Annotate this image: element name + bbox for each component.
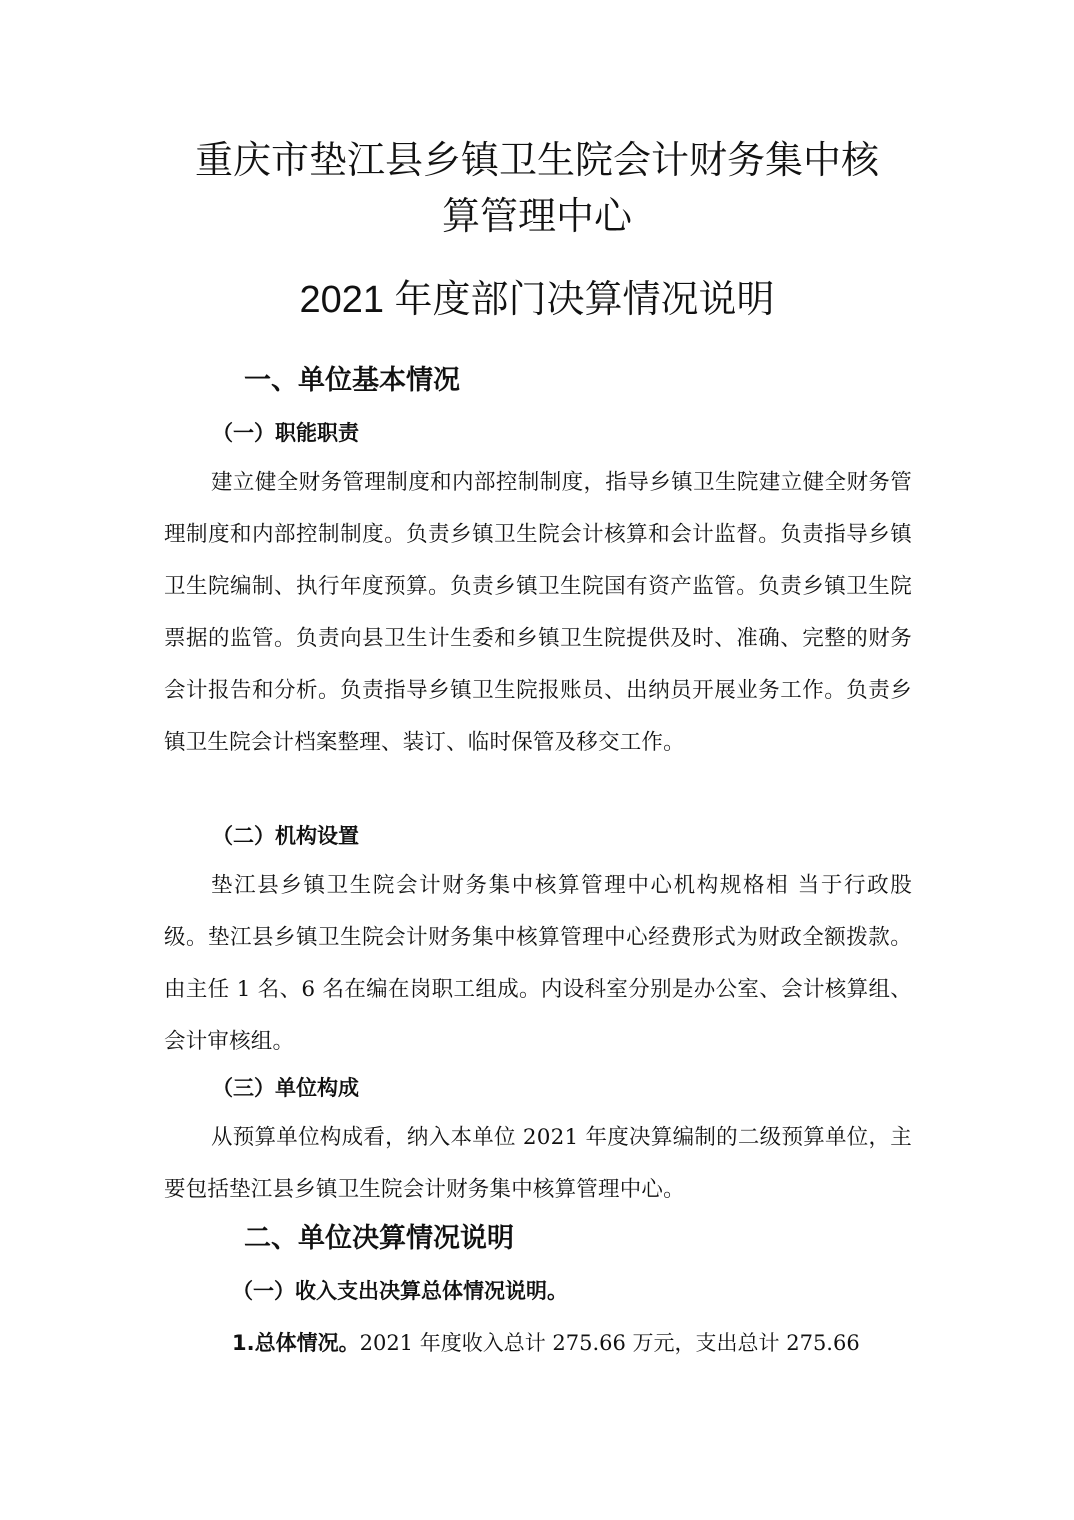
document-title-line-1: 重庆市垫江县乡镇卫生院会计财务集中核	[194, 138, 879, 182]
paragraph-duties: 建立健全财务管理制度和内部控制制度，指导乡镇卫生院建立健全财务管理制度和内部控制制度。负责乡镇卫生院会计核算和会计监督。负责指导乡镇卫生院编制、执行年度预算。负责乡镇卫生院国有资产监管。负责乡镇卫生院票据的监管。负责向县卫生计生委和乡镇卫生院提供及时、准确、完整的财务会计报告和分析。负责指导乡镇卫生院报账员、出纳员开展业务工作。负责乡镇卫生院会计档案整理、装订、临时保管及移交工作。	[164, 470, 912, 755]
document-title-line-3: 2021 年度部门决算情况说明	[299, 279, 775, 321]
subsection-heading-income-expense: （一）收入支出决算总体情况说明。	[232, 1279, 568, 1303]
subsection-heading-composition: （三）单位构成	[212, 1076, 359, 1100]
section-heading-2: 二、单位决算情况说明	[244, 1223, 514, 1254]
overall-situation-text: 2021 年度收入总计 275.66 万元，支出总计 275.66	[359, 1331, 860, 1355]
overall-situation-lead: 1.总体情况。	[232, 1331, 360, 1355]
paragraph-overall-situation	[232, 1328, 860, 1358]
paragraph-organization: 垫江县乡镇卫生院会计财务集中核算管理中心机构规格相 当于行政股级。垫江县乡镇卫生院会计财务集中核算管理中心经费形式为财政全额拨款。由主任 1 名、6 名在编在岗职工组成。内设科室分别是办公室、会计核算组、会计审核组。	[164, 873, 912, 1054]
document-title-line-2: 算管理中心	[441, 194, 632, 238]
subsection-heading-organization: （二）机构设置	[212, 824, 359, 848]
paragraph-composition: 从预算单位构成看，纳入本单位 2021 年度决算编制的二级预算单位，主要包括垫江县乡镇卫生院会计财务集中核算管理中心。	[164, 1125, 912, 1202]
subsection-heading-duties: （一）职能职责	[212, 421, 359, 445]
section-heading-1: 一、单位基本情况	[244, 365, 460, 396]
